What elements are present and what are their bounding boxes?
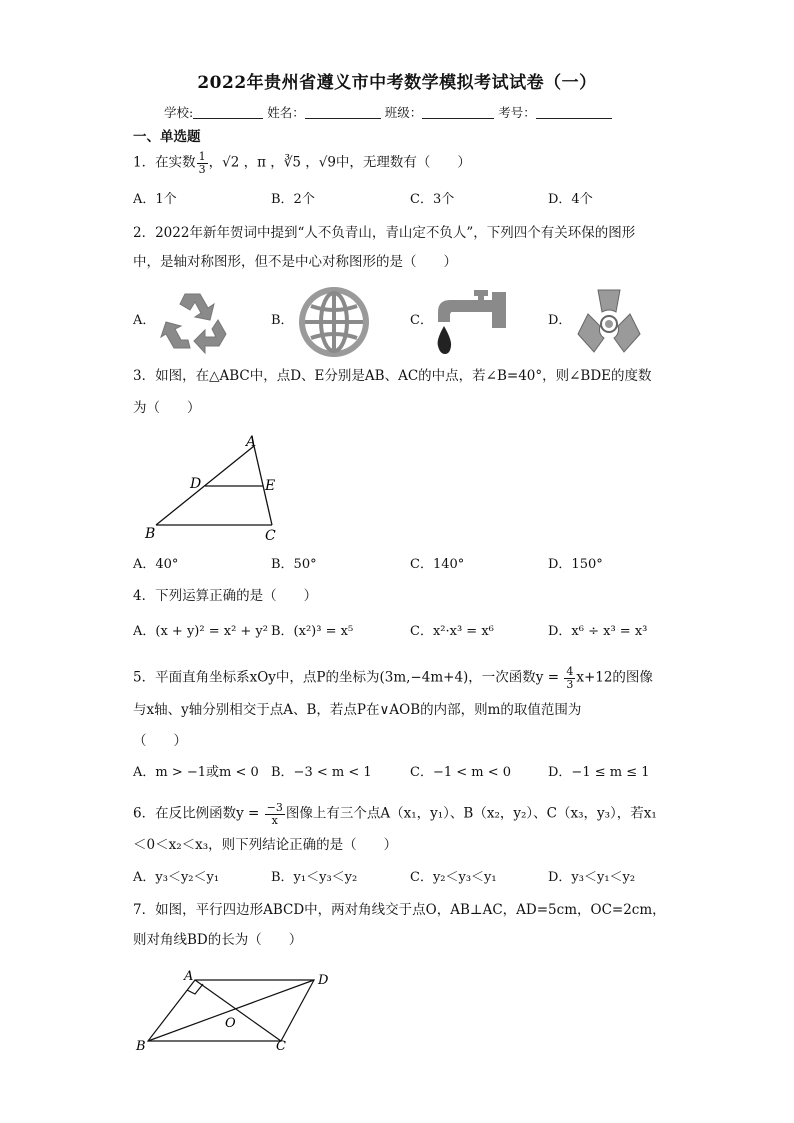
q4-option-c[interactable]: C．x²·x³ = x⁶ bbox=[410, 624, 494, 639]
q5-line1-b: x+12的图像 bbox=[576, 669, 653, 686]
point-e-label: E bbox=[265, 478, 276, 494]
diagonal-ac bbox=[195, 980, 281, 1041]
q1-option-a[interactable]: A．1个 bbox=[133, 192, 177, 207]
radiation-icon[interactable] bbox=[574, 286, 644, 356]
section-heading: 一、单选题 bbox=[133, 129, 201, 145]
name-label: 姓名： bbox=[267, 105, 305, 120]
diagonal-bd bbox=[148, 980, 314, 1041]
q5-option-a[interactable]: A．m > −1或m < 0 bbox=[133, 765, 259, 780]
question-5-line-3: （ ） bbox=[133, 733, 187, 749]
q4-option-d[interactable]: D．x⁶ ÷ x³ = x³ bbox=[548, 624, 648, 639]
student-info-line bbox=[164, 103, 612, 121]
q2-option-c-label[interactable]: C． bbox=[410, 313, 433, 328]
point-d-label: D bbox=[190, 476, 202, 492]
q1-option-b[interactable]: B．2个 bbox=[271, 192, 315, 207]
q4-option-b[interactable]: B．(x²)³ = x⁵ bbox=[271, 624, 354, 639]
triangle-abc-figure bbox=[140, 430, 290, 545]
q5-option-b[interactable]: B．−3 < m < 1 bbox=[271, 765, 372, 780]
q5-option-d[interactable]: D．−1 ≤ m ≤ 1 bbox=[548, 765, 650, 780]
q2-option-d-label[interactable]: D． bbox=[548, 313, 572, 328]
q1-frac-num: 1 bbox=[198, 150, 206, 163]
q4-option-a[interactable]: A．(x + y)² = x² + y² bbox=[133, 624, 268, 639]
q2-option-b-label[interactable]: B． bbox=[271, 313, 294, 328]
question-2-line-2: 中，是轴对称图形，但不是中心对称图形的是（ ） bbox=[133, 254, 457, 270]
q6-option-d[interactable]: D．y₃＜y₁＜y₂ bbox=[548, 870, 636, 885]
q1-stem-b: ，√2 ，π ，∛5 ，√9中，无理数有（ ） bbox=[208, 154, 471, 171]
q1-frac-den: 3 bbox=[198, 162, 206, 176]
q5-option-c[interactable]: C．−1 < m < 0 bbox=[410, 765, 512, 780]
point-d-label: D bbox=[318, 973, 329, 988]
q5-fraction bbox=[564, 666, 575, 690]
point-c-label: C bbox=[276, 1039, 286, 1054]
number-label: 考号： bbox=[498, 105, 536, 120]
q1-stem-a: 1．在实数 bbox=[133, 154, 196, 171]
question-6-line-2: ＜0＜x₂＜x₃，则下列结论正确的是（ ） bbox=[133, 837, 398, 853]
recycle-icon[interactable] bbox=[160, 286, 232, 356]
class-label: 班级： bbox=[384, 105, 423, 120]
question-5-line-2: 与x轴、y轴分别相交于点A、B，若点P在∨AOB的内部，则m的取值范围为 bbox=[133, 702, 582, 718]
question-1-stem bbox=[133, 151, 471, 175]
point-b-label: B bbox=[145, 526, 156, 542]
point-a-label: A bbox=[246, 434, 257, 450]
q6-frac-num: −3 bbox=[266, 801, 283, 814]
q1-option-d[interactable]: D．4个 bbox=[548, 192, 593, 207]
q3-option-a[interactable]: A．40° bbox=[133, 557, 179, 572]
question-7-line-2: 则对角线BD的长为（ ） bbox=[133, 932, 303, 948]
name-blank[interactable] bbox=[305, 106, 381, 119]
question-5-line-1 bbox=[133, 666, 653, 690]
q6-line1-b: 图像上有三个点A（x₁，y₁）、B（x₂，y₂）、C（x₃，y₃），若x₁ bbox=[285, 805, 657, 822]
class-blank[interactable] bbox=[422, 106, 494, 119]
point-b-label: B bbox=[136, 1039, 146, 1054]
faucet-icon[interactable] bbox=[434, 288, 510, 358]
exam-title: 2022年贵州省遵义市中考数学模拟考试试卷（一） bbox=[197, 73, 597, 93]
point-o-label: O bbox=[225, 1016, 236, 1031]
q6-fraction bbox=[265, 802, 285, 826]
right-angle-mark bbox=[187, 984, 203, 994]
q6-line1-a: 6．在反比例函数y = bbox=[133, 805, 264, 822]
question-4-stem: 4．下列运算正确的是（ ） bbox=[133, 588, 318, 604]
q3-option-d[interactable]: D．150° bbox=[548, 557, 603, 572]
q3-option-c[interactable]: C．140° bbox=[410, 557, 465, 572]
q1-option-c[interactable]: C．3个 bbox=[410, 192, 455, 207]
question-6-line-1 bbox=[133, 802, 657, 826]
q5-frac-num: 4 bbox=[566, 665, 574, 678]
point-c-label: C bbox=[265, 528, 276, 544]
q2-option-a-label[interactable]: A． bbox=[133, 313, 156, 328]
point-a-label: A bbox=[184, 969, 194, 984]
q6-option-a[interactable]: A．y₃＜y₂＜y₁ bbox=[133, 870, 220, 885]
parallelogram-abcd-figure bbox=[132, 964, 342, 1060]
question-3-line-1: 3．如图，在△ABC中，点D、E分别是AB、AC的中点，若∠B=40°，则∠BDE的度数 bbox=[133, 368, 652, 384]
school-label: 学校: bbox=[164, 105, 194, 120]
number-blank[interactable] bbox=[536, 106, 612, 119]
globe-icon[interactable] bbox=[296, 284, 372, 360]
q6-option-c[interactable]: C．y₂＜y₃＜y₁ bbox=[410, 870, 497, 885]
q1-fraction bbox=[197, 151, 208, 175]
q3-option-b[interactable]: B．50° bbox=[271, 557, 317, 572]
q6-frac-den: x bbox=[271, 813, 278, 827]
question-7-line-1: 7．如图，平行四边形ABCD中，两对角线交于点O，AB⊥AC，AD=5cm，OC=2cm， bbox=[133, 902, 666, 918]
q5-frac-den: 3 bbox=[566, 677, 574, 691]
school-blank[interactable] bbox=[193, 106, 263, 119]
q5-line1-a: 5．平面直角坐标系xOy中，点P的坐标为(3m,−4m+4)，一次函数y = bbox=[133, 669, 564, 686]
question-3-line-2: 为（ ） bbox=[133, 400, 201, 416]
question-2-line-1: 2．2022年新年贺词中提到“人不负青山，青山定不负人”，下列四个有关环保的图形 bbox=[133, 225, 636, 241]
q6-option-b[interactable]: B．y₁＜y₃＜y₂ bbox=[271, 870, 358, 885]
